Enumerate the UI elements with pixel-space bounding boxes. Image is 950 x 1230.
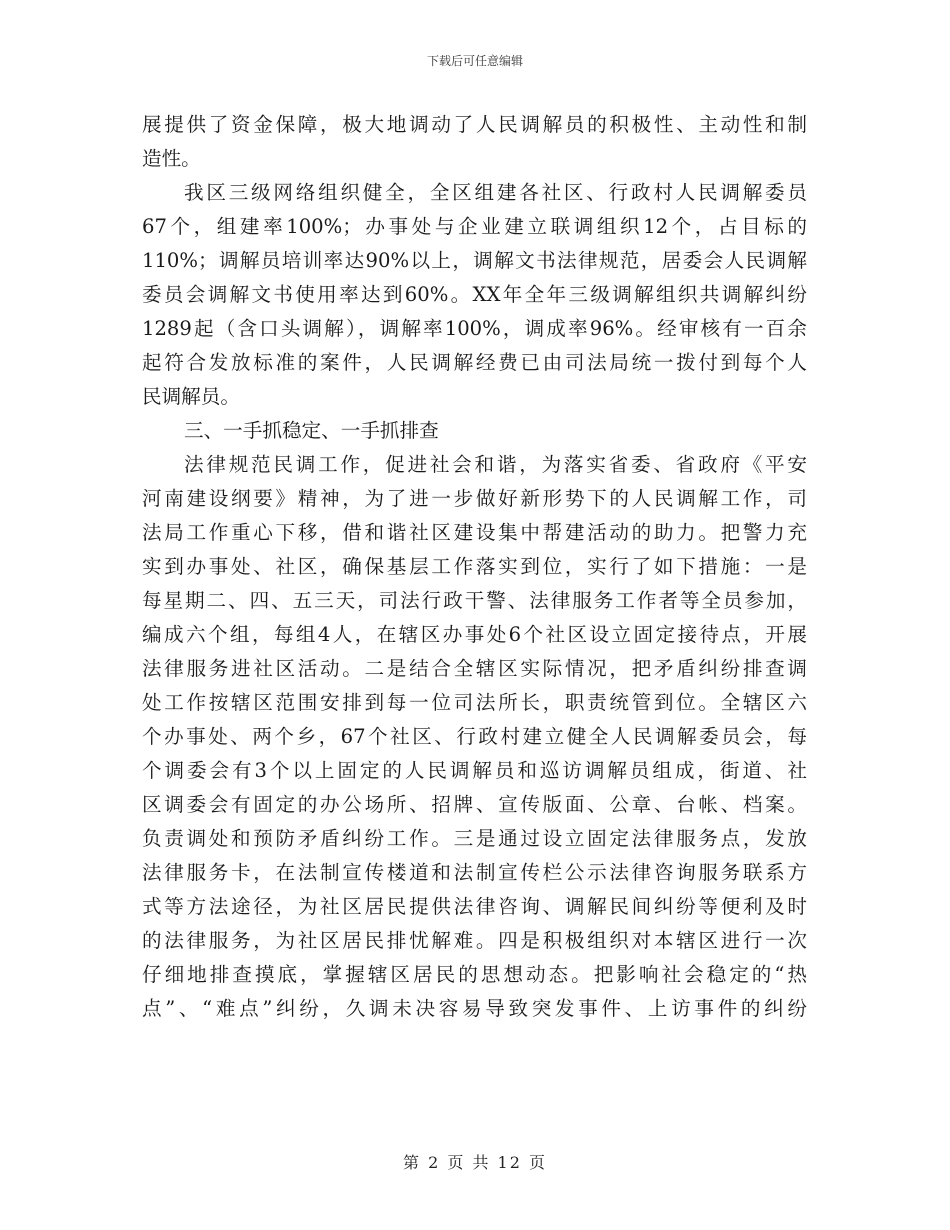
text-line: 法律服务卡，在法制宣传楼道和法制宣传栏公示法律咨询服务联系方 <box>142 861 807 884</box>
text-line: 式等方法途径，为社区居民提供法律咨询、调解民间纠纷等便利及时 <box>142 895 807 918</box>
text-line: 河南建设纲要》精神，为了进一步做好新形势下的人民调解工作，司 <box>142 487 807 510</box>
text-line: 处工作按辖区范围安排到每一位司法所长，职责统管到位。全辖区六 <box>142 691 807 714</box>
text-line: 每星期二、四、五三天，司法行政干警、法律服务工作者等全员参加， <box>142 589 807 612</box>
text-line: 实到办事处、社区，确保基层工作落实到位，实行了如下措施：一是 <box>142 555 807 578</box>
text-line: 我区三级网络组织健全，全区组建各社区、行政村人民调解委员 <box>184 181 807 204</box>
page-footer: 第 2 页 共 12 页 <box>403 1153 547 1172</box>
text-line: 个办事处、两个乡，67个社区、行政村建立健全人民调解委员会，每 <box>142 725 807 748</box>
text-line: 委员会调解文书使用率达到60%。XX年全年三级调解组织共调解纠纷 <box>142 283 807 306</box>
text-line: 法律服务进社区活动。二是结合全辖区实际情况，把矛盾纠纷排查调 <box>142 657 807 680</box>
document-body <box>142 108 807 1026</box>
text-line: 110%；调解员培训率达90%以上，调解文书法律规范，居委会人民调解 <box>142 249 807 272</box>
text-line: 67个，组建率100%；办事处与企业建立联调组织12个，占目标的 <box>142 215 807 238</box>
text-line: 1289起（含口头调解），调解率100%，调成率96%。经审核有一百余 <box>142 317 807 340</box>
section-heading: 三、一手抓稳定、一手抓排查 <box>184 419 439 442</box>
text-line: 区调委会有固定的办公场所、招牌、宣传版面、公章、台帐、档案。 <box>142 793 807 816</box>
text-line: 法律规范民调工作，促进社会和谐，为落实省委、省政府《平安 <box>184 453 807 476</box>
text-line: 负责调处和预防矛盾纠纷工作。三是通过设立固定法律服务点，发放 <box>142 827 807 850</box>
text-line: 仔细地排查摸底，掌握辖区居民的思想动态。把影响社会稳定的“热 <box>142 963 807 986</box>
text-line: 编成六个组，每组4人，在辖区办事处6个社区设立固定接待点，开展 <box>142 623 807 646</box>
text-line: 造性。 <box>142 147 201 170</box>
text-line: 民调解员。 <box>142 385 240 408</box>
text-line: 个调委会有3个以上固定的人民调解员和巡访调解员组成，街道、社 <box>142 759 807 782</box>
text-line: 法局工作重心下移，借和谐社区建设集中帮建活动的助力。把警力充 <box>142 521 807 544</box>
text-line: 起符合发放标准的案件，人民调解经费已由司法局统一拨付到每个人 <box>142 351 807 374</box>
text-line: 展提供了资金保障，极大地调动了人民调解员的积极性、主动性和制 <box>142 113 807 136</box>
page-header: 下载后可任意编辑 <box>426 54 523 68</box>
text-line: 的法律服务，为社区居民排忧解难。四是积极组织对本辖区进行一次 <box>142 929 807 952</box>
text-line: 点”、“难点”纠纷，久调未决容易导致突发事件、上访事件的纠纷 <box>142 997 807 1020</box>
